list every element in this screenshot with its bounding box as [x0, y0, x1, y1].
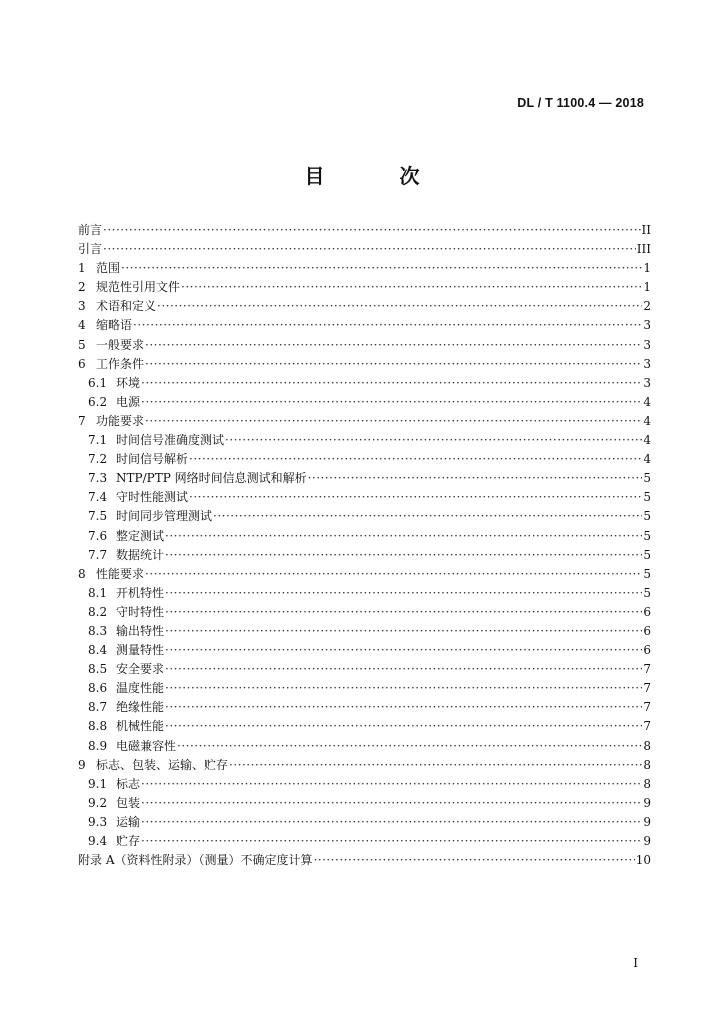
document-code: DL / T 1100.4 — 2018 — [517, 96, 644, 110]
toc-entry-number: 6.2 — [88, 394, 108, 409]
toc-entry[interactable] — [78, 660, 651, 679]
toc-entry-number: 7.1 — [88, 433, 108, 448]
toc-entry-label: 时间信号准确度测试 — [116, 433, 225, 448]
toc-entry[interactable] — [78, 527, 651, 546]
toc-entry-number: 7.6 — [88, 528, 108, 543]
toc-entry-page: 5 — [643, 547, 651, 562]
toc-entry[interactable] — [78, 355, 651, 374]
toc-entry-page: III — [636, 242, 651, 257]
dot-leader — [145, 336, 642, 355]
toc-entry-label: NTP/PTP 网络时间信息测试和解析 — [116, 471, 307, 486]
toc-entry-number: 6 — [78, 356, 86, 371]
toc-entry-page: 9 — [643, 795, 651, 810]
toc-entry-label: 整定测试 — [116, 528, 165, 543]
toc-entry[interactable] — [78, 775, 651, 794]
toc-entry-label: 时间信号解析 — [116, 452, 189, 467]
page-title: 目 次 — [304, 164, 454, 188]
toc-entry-page: 9 — [643, 814, 651, 829]
toc-entry-label: 包装 — [116, 795, 141, 810]
dot-leader — [145, 565, 642, 584]
toc-entry-number: 7.4 — [88, 490, 108, 505]
toc-entry-label: 机械性能 — [116, 719, 165, 734]
page-number: I — [633, 956, 638, 970]
toc-entry-page: 5 — [643, 585, 651, 600]
toc-entry-page: 5 — [643, 528, 651, 543]
toc-entry-label: 术语和定义 — [96, 299, 157, 314]
dot-leader — [313, 851, 634, 870]
dot-leader — [141, 832, 642, 851]
toc-entry-label: 数据统计 — [116, 547, 165, 562]
toc-entry-label: 范围 — [96, 261, 121, 276]
toc-entry[interactable] — [78, 565, 651, 584]
toc-entry-page: II — [641, 223, 651, 237]
dot-leader — [103, 240, 636, 259]
toc-entry-page: 2 — [643, 299, 651, 314]
toc-entry-number: 7.7 — [88, 547, 108, 562]
toc-entry-page: 7 — [643, 719, 651, 734]
toc-entry[interactable] — [78, 507, 651, 526]
toc-entry-page: 3 — [643, 337, 651, 352]
toc-entry-page: 4 — [643, 452, 651, 467]
toc-entry-number: 7 — [78, 413, 86, 428]
dot-leader — [213, 507, 642, 526]
table-of-contents — [78, 221, 651, 870]
dot-leader — [141, 374, 642, 393]
toc-entry-label: 标志 — [116, 776, 141, 791]
dot-leader — [141, 794, 642, 813]
toc-entry-label: 功能要求 — [96, 413, 145, 428]
dot-leader — [141, 393, 642, 412]
toc-entry-page: 3 — [643, 375, 651, 390]
dot-leader — [121, 259, 642, 278]
toc-entry[interactable] — [78, 756, 651, 775]
toc-entry-number: 1 — [78, 261, 86, 276]
dot-leader — [181, 278, 642, 297]
toc-entry-page: 6 — [643, 623, 651, 638]
toc-entry[interactable] — [78, 469, 651, 488]
toc-entry-page: 10 — [635, 853, 651, 868]
dot-leader — [141, 775, 642, 794]
toc-entry[interactable] — [78, 297, 651, 316]
toc-entry-number: 5 — [78, 337, 86, 352]
dot-leader — [165, 603, 642, 622]
toc-entry-number: 8.8 — [88, 719, 108, 734]
toc-entry-page: 1 — [643, 261, 651, 276]
toc-entry[interactable] — [78, 278, 651, 297]
dot-leader — [165, 622, 642, 641]
toc-entry-number: 9.2 — [88, 795, 108, 810]
toc-entry-number: 8 — [78, 566, 86, 581]
toc-entry-page: 7 — [643, 681, 651, 696]
toc-entry-label: 安全要求 — [116, 662, 165, 677]
toc-entry[interactable] — [78, 622, 651, 641]
dot-leader — [189, 488, 642, 507]
dot-leader — [145, 355, 642, 374]
toc-entry-label: 附录 A（资料性附录）（测量）不确定度计算 — [78, 853, 313, 868]
toc-entry-number: 8.2 — [88, 604, 108, 619]
toc-entry-label: 贮存 — [116, 834, 141, 848]
toc-entry-label: 电源 — [116, 394, 141, 409]
dot-leader — [177, 737, 642, 756]
dot-leader — [103, 221, 641, 240]
dot-leader — [165, 641, 642, 660]
toc-entry[interactable] — [78, 813, 651, 832]
toc-entry-page: 6 — [643, 643, 651, 658]
toc-entry[interactable] — [78, 336, 651, 355]
toc-entry-label: 缩略语 — [96, 318, 133, 333]
toc-entry-number: 7.2 — [88, 452, 108, 467]
toc-entry[interactable] — [78, 603, 651, 622]
toc-entry-label: 一般要求 — [96, 337, 145, 352]
toc-entry-label: 绝缘性能 — [116, 700, 165, 715]
dot-leader — [145, 412, 642, 431]
toc-entry[interactable] — [78, 316, 651, 335]
toc-entry-number: 7.5 — [88, 509, 108, 524]
toc-entry-page: 7 — [643, 700, 651, 715]
toc-entry-label: 前言 — [78, 223, 103, 237]
dot-leader — [165, 717, 642, 736]
dot-leader — [141, 813, 642, 832]
toc-entry-label: 标志、包装、运输、贮存 — [96, 757, 229, 772]
toc-entry-page: 3 — [643, 356, 651, 371]
toc-entry[interactable] — [78, 717, 651, 736]
dot-leader — [189, 450, 642, 469]
dot-leader — [133, 316, 642, 335]
dot-leader — [165, 698, 642, 717]
toc-entry[interactable] — [78, 737, 651, 756]
toc-entry-number: 9.3 — [88, 814, 108, 829]
toc-entry-page: 5 — [643, 471, 651, 486]
toc-entry-page: 4 — [643, 413, 651, 428]
toc-entry-number: 8.6 — [88, 681, 108, 696]
dot-leader — [165, 584, 642, 603]
toc-entry-label: 运输 — [116, 814, 141, 829]
toc-entry-number: 3 — [78, 299, 86, 314]
toc-entry-label: 时间同步管理测试 — [116, 509, 213, 524]
dot-leader — [229, 756, 642, 775]
toc-entry-page: 8 — [643, 757, 651, 772]
toc-entry[interactable] — [78, 431, 651, 450]
toc-entry-page: 8 — [643, 738, 651, 753]
toc-entry-number: 7.3 — [88, 471, 108, 486]
toc-entry[interactable] — [78, 259, 651, 278]
toc-entry-label: 工作条件 — [96, 356, 145, 371]
toc-entry-page: 9 — [643, 834, 651, 848]
toc-entry-page: 7 — [643, 662, 651, 677]
toc-entry[interactable] — [78, 679, 651, 698]
toc-entry-number: 8.4 — [88, 643, 108, 658]
toc-entry-number: 8.5 — [88, 662, 108, 677]
toc-entry[interactable] — [78, 221, 651, 240]
toc-entry[interactable] — [78, 851, 651, 870]
toc-entry[interactable] — [78, 488, 651, 507]
toc-entry[interactable] — [78, 641, 651, 660]
toc-entry-number: 2 — [78, 280, 86, 295]
dot-leader — [165, 660, 642, 679]
toc-entry[interactable] — [78, 412, 651, 431]
toc-entry-label: 引言 — [78, 242, 103, 257]
toc-entry[interactable] — [78, 393, 651, 412]
toc-entry-page: 4 — [643, 394, 651, 409]
toc-entry-number: 4 — [78, 318, 86, 333]
toc-entry-page: 3 — [643, 318, 651, 333]
toc-entry-label: 温度性能 — [116, 681, 165, 696]
toc-entry-page: 5 — [643, 490, 651, 505]
toc-entry-number: 6.1 — [88, 375, 108, 390]
toc-entry-label: 开机特性 — [116, 585, 165, 600]
toc-entry[interactable] — [78, 584, 651, 603]
toc-entry-label: 性能要求 — [96, 566, 145, 581]
toc-entry-number: 8.9 — [88, 738, 108, 753]
toc-entry-label: 环境 — [116, 375, 141, 390]
toc-entry[interactable] — [78, 374, 651, 393]
toc-entry-label: 输出特性 — [116, 623, 165, 638]
toc-entry-page: 4 — [643, 433, 651, 448]
toc-entry[interactable] — [78, 546, 651, 565]
dot-leader — [308, 469, 643, 488]
toc-entry-label: 规范性引用文件 — [96, 280, 181, 295]
toc-entry-number: 9.1 — [88, 776, 108, 791]
toc-entry-label: 守时特性 — [116, 604, 165, 619]
toc-entry-label: 测量特性 — [116, 643, 165, 658]
toc-entry-page: 8 — [643, 776, 651, 791]
toc-entry-page: 1 — [643, 280, 651, 295]
toc-entry-page: 5 — [643, 509, 651, 524]
toc-entry[interactable] — [78, 794, 651, 813]
toc-entry-number: 9.4 — [88, 834, 108, 848]
dot-leader — [165, 546, 642, 565]
dot-leader — [165, 527, 642, 546]
toc-entry-number: 8.1 — [88, 585, 108, 600]
dot-leader — [157, 297, 642, 316]
toc-entry-label: 守时性能测试 — [116, 490, 189, 505]
toc-entry[interactable] — [78, 832, 651, 851]
toc-entry-page: 5 — [643, 566, 651, 581]
toc-entry-label: 电磁兼容性 — [116, 738, 177, 753]
toc-entry[interactable] — [78, 698, 651, 717]
toc-entry-number: 8.7 — [88, 700, 108, 715]
toc-entry-page: 6 — [643, 604, 651, 619]
dot-leader — [225, 431, 642, 450]
toc-entry-number: 9 — [78, 757, 86, 772]
toc-entry-number: 8.3 — [88, 623, 108, 638]
toc-entry[interactable] — [78, 240, 651, 259]
dot-leader — [165, 679, 642, 698]
toc-entry[interactable] — [78, 450, 651, 469]
